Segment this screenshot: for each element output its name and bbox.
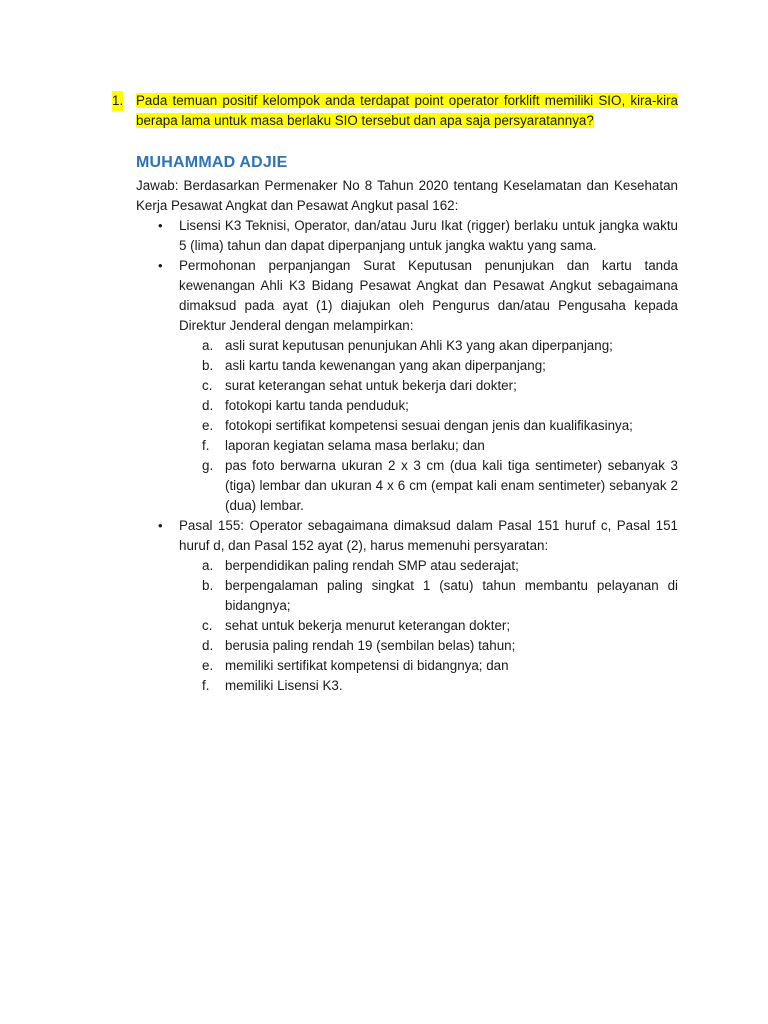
sub-list-item	[136, 436, 678, 456]
answer-block	[136, 176, 678, 696]
sub-item-text: asli kartu tanda kewenangan yang akan diperpanjang;	[225, 358, 546, 373]
sub-item-text: berpengalaman paling singkat 1 (satu) tahun membantu pelayanan di bidangnya;	[225, 578, 678, 613]
question-text: Pada temuan positif kelompok anda terdapat point operator forklift memiliki SIO, kira-kira berapa lama untuk masa berlaku SIO tersebut dan apa saja persyaratannya?	[136, 93, 678, 128]
question-text-wrap	[136, 91, 678, 131]
sub-item-letter: c.	[202, 618, 213, 633]
sub-item-text: memiliki Lisensi K3.	[225, 678, 343, 693]
sub-list-item	[136, 416, 678, 436]
sub-item-text: laporan kegiatan selama masa berlaku; dan	[225, 438, 485, 453]
bullet-icon: •	[158, 258, 163, 273]
sub-list-item	[136, 376, 678, 396]
sub-list-item	[136, 336, 678, 356]
bullet-item	[136, 516, 678, 696]
sub-list-item	[136, 356, 678, 376]
sub-item-letter: c.	[202, 378, 213, 393]
bullet-text: Permohonan perpanjangan Surat Keputusan penunjukan dan kartu tanda kewenangan Ahli K3 Bidang Pesawat Angkat dan Pesawat Angkut sebagaimana dimaksud pada ayat (1) diajukan oleh Pengurus dan/atau Pengusaha kepada Direktur Jenderal dengan melampirkan:	[179, 258, 678, 333]
sub-item-text: sehat untuk bekerja menurut keterangan dokter;	[225, 618, 511, 633]
sub-item-text: berpendidikan paling rendah SMP atau sederajat;	[225, 558, 519, 573]
sub-item-letter: e.	[202, 658, 214, 673]
sub-list-item	[136, 456, 678, 516]
bullet-text: Lisensi K3 Teknisi, Operator, dan/atau Juru Ikat (rigger) berlaku untuk jangka waktu 5 (lima) tahun dan dapat diperpanjang untuk jangka waktu yang sama.	[179, 218, 678, 253]
bullet-text: Pasal 155: Operator sebagaimana dimaksud dalam Pasal 151 huruf c, Pasal 151 huruf d, dan Pasal 152 ayat (2), harus memenuhi persyaratan:	[179, 518, 678, 553]
sub-list-item	[136, 556, 678, 576]
sub-list-item	[136, 616, 678, 636]
sub-item-text: pas foto berwarna ukuran 2 x 3 cm (dua kali tiga sentimeter) sebanyak 3 (tiga) lembar dan ukuran 4 x 6 cm (empat kali enam sentimeter) sebanyak 2 (dua) lembar.	[225, 458, 678, 513]
bullet-list	[136, 216, 678, 696]
question-block	[112, 91, 678, 131]
author-name: MUHAMMAD ADJIE	[136, 154, 288, 171]
sub-list	[136, 336, 678, 516]
sub-list	[136, 556, 678, 696]
answer-intro: Jawab: Berdasarkan Permenaker No 8 Tahun 2020 tentang Keselamatan dan Kesehatan Kerja Pesawat Angkat dan Pesawat Angkut pasal 162:	[136, 178, 678, 213]
sub-list-item	[136, 396, 678, 416]
bullet-icon: •	[158, 218, 163, 233]
sub-item-text: berusia paling rendah 19 (sembilan belas) tahun;	[225, 638, 516, 653]
sub-item-text: fotokopi kartu tanda penduduk;	[225, 398, 409, 413]
sub-item-letter: g.	[202, 458, 214, 473]
sub-item-text: asli surat keputusan penunjukan Ahli K3 yang akan diperpanjang;	[225, 338, 613, 353]
sub-item-letter: f.	[202, 438, 210, 453]
sub-list-item	[136, 676, 678, 696]
sub-item-letter: b.	[202, 358, 214, 373]
sub-list-item	[136, 636, 678, 656]
bullet-icon: •	[158, 518, 163, 533]
sub-item-letter: a.	[202, 338, 214, 353]
sub-item-letter: d.	[202, 638, 214, 653]
sub-list-item	[136, 656, 678, 676]
sub-item-text: memiliki sertifikat kompetensi di bidangnya; dan	[225, 658, 509, 673]
sub-item-text: fotokopi sertifikat kompetensi sesuai dengan jenis dan kualifikasinya;	[225, 418, 633, 433]
sub-item-letter: b.	[202, 578, 214, 593]
sub-item-letter: e.	[202, 418, 214, 433]
sub-item-letter: d.	[202, 398, 214, 413]
bullet-item	[136, 216, 678, 256]
bullet-item	[136, 256, 678, 516]
sub-item-letter: f.	[202, 678, 210, 693]
sub-item-text: surat keterangan sehat untuk bekerja dari dokter;	[225, 378, 517, 393]
sub-item-letter: a.	[202, 558, 214, 573]
sub-list-item	[136, 576, 678, 616]
question-number: 1.	[112, 91, 123, 111]
